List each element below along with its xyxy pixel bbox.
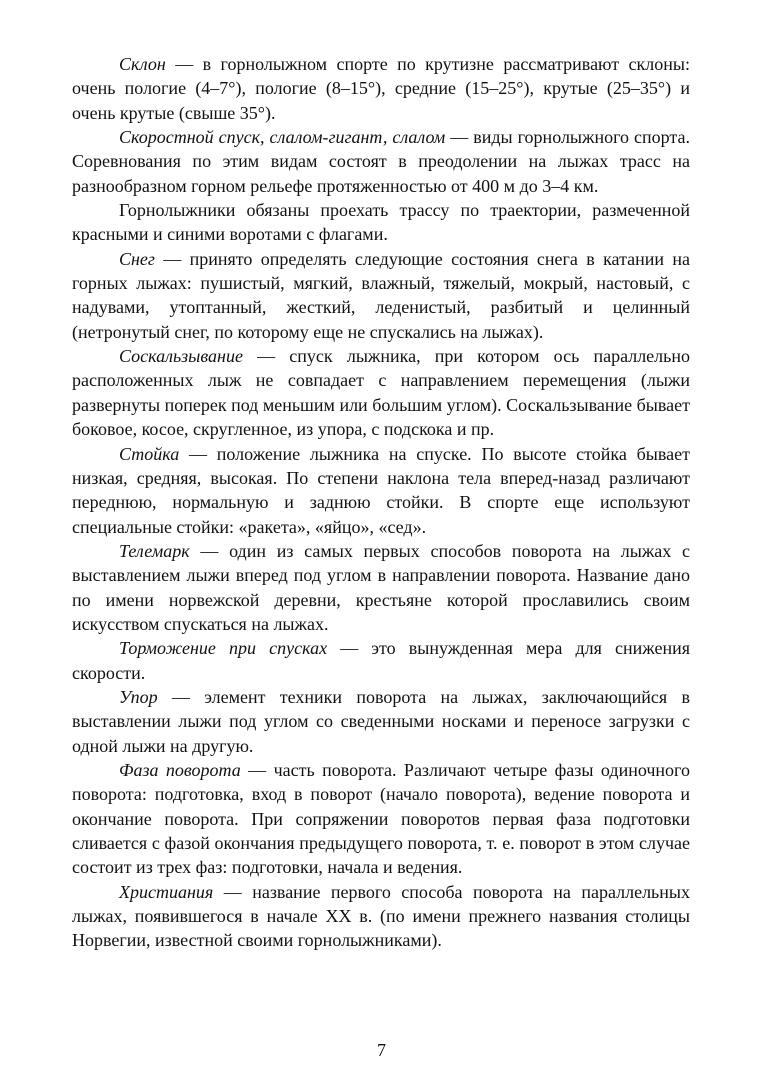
term: Телемарк [119, 540, 190, 561]
paragraph-text: Горнолыжники обязаны проехать трассу по траектории, размеченной красными и синими воротами с флагами. [72, 200, 690, 245]
definition: — принято определять следующие состояния снега в катании на горных лыжах: пушистый, мягкий, влажный, тяжелый, мокрый, настовый, с надувами, утоптанный, жесткий, леденистый, разбитый и целинный (нетронутый снег, по которому еще не спускались на лыжах). [72, 248, 690, 342]
glossary-text [72, 52, 690, 953]
term: Упор [119, 686, 158, 707]
term: Соскальзывание [119, 346, 243, 367]
term: Стойка [119, 443, 180, 464]
glossary-entry-sideslip [72, 344, 690, 441]
term: Снег [119, 248, 155, 269]
term: Фаза поворота [119, 759, 241, 780]
definition: — положение лыжника на спуске. По высоте стойка бывает низкая, средняя, высокая. По степени наклона тела вперед-назад различают переднюю, нормальную и заднюю стойки. В спорте еще используют специальные стойки: «ракета», «яйцо», «сед». [72, 443, 690, 537]
page-number: 7 [377, 1040, 386, 1060]
term: Склон [119, 54, 166, 74]
glossary-entry-downhill [72, 125, 690, 198]
definition: — часть поворота. Различают четыре фазы одиночного поворота: подготовка, вход в поворот (начало поворота), ведение поворота и окончание поворота. При сопряжении поворотов первая фаза подготовки сливается с фазой окончания предыдущего поворота, т. е. поворот в этом случае состоит из трех фаз: подготовки, начала и ведения. [72, 759, 690, 878]
glossary-entry-slope [72, 52, 690, 125]
glossary-entry-stem [72, 685, 690, 758]
glossary-entry-turn-phase [72, 758, 690, 880]
glossary-entry-braking [72, 636, 690, 685]
definition: — название первого способа поворота на параллельных лыжах, появившегося в начале XX в. (по имени прежнего названия столицы Норвегии, известной своими горнолыжниками). [72, 881, 690, 951]
paragraph-skiers-course [72, 198, 690, 247]
definition: — спуск лыжника, при котором ось параллельно расположенных лыж не совпадает с направлением перемещения (лыжи развернуты поперек под меньшим или большим углом). Соскальзывание бывает боковое, косое, скругленное, из упора, с подскока и пр. [72, 346, 691, 440]
glossary-entry-stance [72, 442, 690, 539]
term: Скоростной спуск, слалом-гигант, слалом [119, 127, 446, 148]
definition: — в горнолыжном спорте по крутизне рассматривают склоны: очень пологие (4–7°), пологие (8–15°), средние (15–25°), крутые (25–35°) и очень крутые (свыше 35°). [72, 54, 690, 123]
definition: — виды горнолыжного спорта. Соревнования по этим видам состоят в преодолении на лыжах трасс на разнообразном горном рельефе протяженностью от 400 м до 3–4 км. [72, 127, 690, 196]
definition: — это вынужденная мера для снижения скорости. [72, 638, 690, 683]
term: Христиания [119, 881, 214, 902]
glossary-entry-snow [72, 247, 690, 344]
definition: — один из самых первых способов поворота на лыжах с выставлением лыжи вперед под углом в направлении поворота. Название дано по имени норвежской деревни, крестьяне которой прославились своим искусством спускаться на лыжах. [72, 540, 690, 634]
glossary-entry-christiania [72, 880, 690, 953]
term: Торможение при спусках [119, 638, 328, 659]
glossary-entry-telemark [72, 539, 690, 636]
definition: — элемент техники поворота на лыжах, заключающийся в выставлении лыжи под углом со сведенными носками и переносе загрузки с одной лыжи на другую. [72, 686, 690, 756]
